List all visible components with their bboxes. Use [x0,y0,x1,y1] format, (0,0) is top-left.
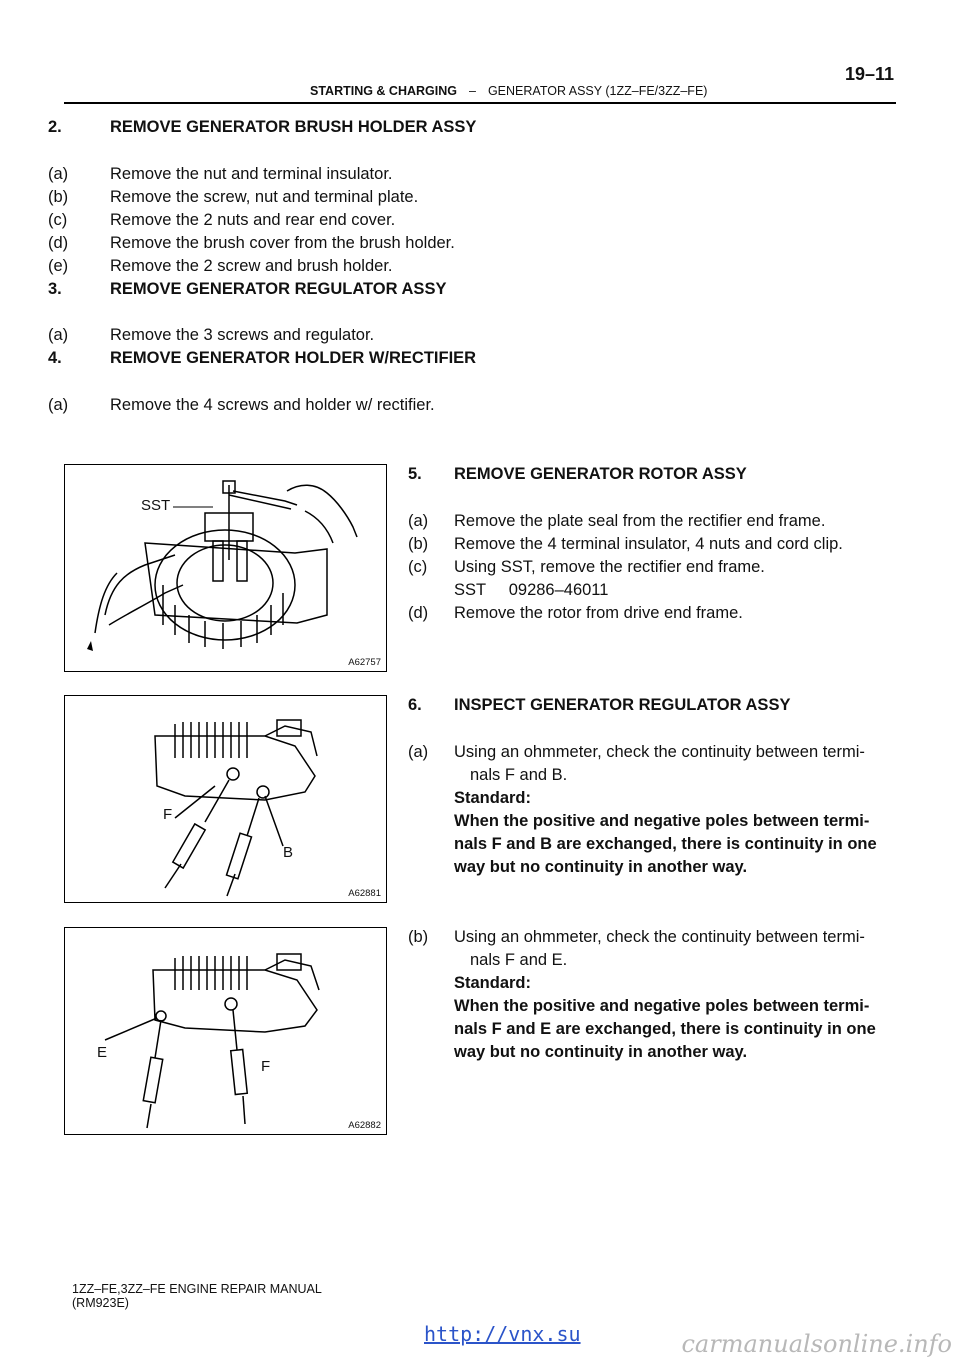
label-f: F [163,806,173,823]
watermark-text: carmanualsonline.info [681,1330,952,1358]
list-item [408,742,865,762]
label-b: B [283,844,294,861]
step-6-heading [408,695,791,715]
list-item [48,256,393,276]
list-item [48,325,375,345]
item-text: Remove the 2 nuts and rear end cover. [110,211,396,229]
item-text: Using SST, remove the rectifier end frame. [454,558,765,576]
item-text: Remove the nut and terminal insulator. [110,165,393,183]
figure-regulator-f-e [64,927,387,1135]
regulator-fe-illustration [65,928,385,1133]
item-label: (a) [48,326,69,344]
step-4-heading [48,348,477,368]
label-f: F [261,1058,271,1075]
label-sst: SST [141,497,171,514]
list-item [48,210,396,230]
step-5-number: 5. [408,465,422,483]
figure-code: A62882 [348,1120,381,1131]
figure-sst-removal [64,464,387,672]
item-label: (b) [48,188,69,206]
step-4-number: 4. [48,349,62,367]
standard-text: nals F and B are exchanged, there is continuity in one [454,835,877,853]
step-2-title: REMOVE GENERATOR BRUSH HOLDER ASSY [110,118,477,136]
regulator-fb-illustration [65,696,385,901]
item-label: (a) [408,512,429,530]
figure-code: A62881 [348,888,381,899]
item-label: (a) [48,165,69,183]
standard-text: When the positive and negative poles between termi- [454,997,870,1015]
item-text-cont: nals F and E. [470,951,568,969]
list-item [48,395,435,415]
item-label: (b) [408,928,429,946]
label-e: E [97,1044,108,1061]
item-text: SST 09286–46011 [454,581,609,599]
header-separator: – [469,84,476,98]
step-2-heading [48,117,477,137]
step-6-number: 6. [408,696,422,714]
step-4-title: REMOVE GENERATOR HOLDER W/RECTIFIER [110,349,477,367]
step-5-heading [408,464,747,484]
item-label: (d) [48,234,69,252]
page-number: 19–11 [844,64,894,84]
item-label: (d) [408,604,429,622]
item-text: Remove the brush cover from the brush holder. [110,234,455,252]
item-text: Remove the 3 screws and regulator. [110,326,375,344]
header-rule [64,102,896,104]
standard-text: When the positive and negative poles between termi- [454,812,870,830]
list-item [48,187,419,207]
step-2-number: 2. [48,118,62,136]
figure-code: A62757 [348,657,381,668]
item-label: (e) [48,257,69,275]
list-item [408,557,765,577]
generator-sst-illustration [65,465,385,670]
list-item [48,164,393,184]
header-section: STARTING & CHARGING [310,84,457,98]
item-text: Remove the plate seal from the rectifier end frame. [454,512,826,530]
item-text: Remove the 4 screws and holder w/ rectifier. [110,396,435,414]
footer-code: (RM923E) [72,1296,129,1310]
item-text: Using an ohmmeter, check the continuity between termi- [454,928,865,946]
item-text: Remove the 2 screw and brush holder. [110,257,393,275]
item-text: Remove the 4 terminal insulator, 4 nuts and cord clip. [454,535,843,553]
footer-title: 1ZZ–FE,3ZZ–FE ENGINE REPAIR MANUAL [72,1282,322,1296]
list-item [408,534,843,554]
standard-text: nals F and E are exchanged, there is continuity in one [454,1020,876,1038]
item-label: (b) [408,535,429,553]
source-link[interactable]: http://vnx.su [424,1322,581,1346]
item-text: Remove the rotor from drive end frame. [454,604,743,622]
step-5-title: REMOVE GENERATOR ROTOR ASSY [454,465,747,483]
step-3-number: 3. [48,280,62,298]
list-item [48,233,455,253]
manual-footer [72,1282,322,1310]
figure-regulator-f-b [64,695,387,903]
standard-label: Standard: [454,974,532,992]
step-6-title: INSPECT GENERATOR REGULATOR ASSY [454,696,791,714]
item-label: (c) [48,211,68,229]
item-text-cont: nals F and B. [470,766,568,784]
step-3-title: REMOVE GENERATOR REGULATOR ASSY [110,280,447,298]
running-header [310,84,707,98]
item-label: (a) [48,396,69,414]
list-item [408,511,826,531]
standard-text: way but no continuity in another way. [454,1043,748,1061]
item-label: (c) [408,558,428,576]
list-item [408,927,865,947]
list-item [408,603,743,623]
header-subsection: GENERATOR ASSY (1ZZ–FE/3ZZ–FE) [487,84,708,98]
item-text: Using an ohmmeter, check the continuity between termi- [454,743,865,761]
step-3-heading [48,279,447,299]
standard-label: Standard: [454,789,532,807]
standard-text: way but no continuity in another way. [454,858,748,876]
item-text: Remove the screw, nut and terminal plate. [110,188,419,206]
item-label: (a) [408,743,429,761]
